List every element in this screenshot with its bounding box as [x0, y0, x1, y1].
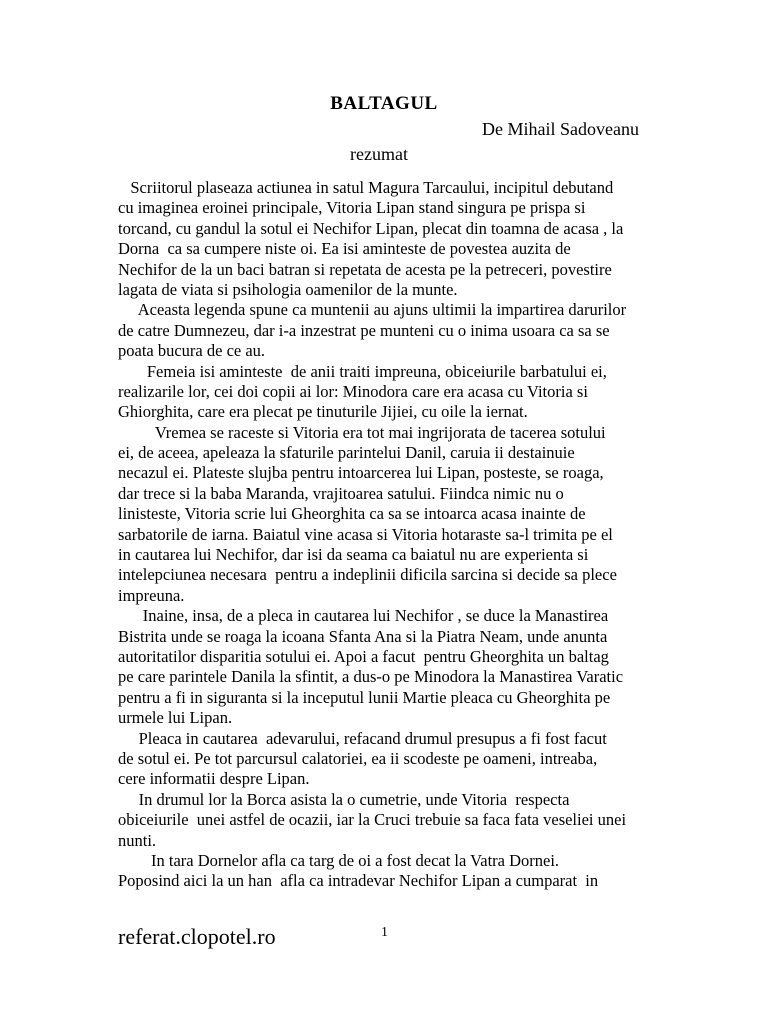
body-line: sarbatorile de iarna. Baiatul vine acasa si Vitoria hotaraste sa-l trimita pe el — [118, 524, 613, 544]
body-line: de catre Dumnezeu, dar i-a inzestrat pe munteni cu o inima usoara ca sa se — [118, 320, 610, 340]
body-line: Pleaca in cautarea adevarului, refacand drumul presupus a fi fost facut — [118, 728, 607, 748]
body-line: In tara Dornelor afla ca targ de oi a fost decat la Vatra Dornei. — [118, 850, 560, 870]
body-line: torcand, cu gandul la sotul ei Nechifor Lipan, plecat din toamna de acasa , la — [118, 218, 624, 238]
body-line: Bistrita unde se roaga la icoana Sfanta Ana si la Piatra Neam, unde anunta — [118, 626, 608, 646]
document-subtitle: rezumat — [350, 144, 408, 164]
body-line: cere informatii despre Lipan. — [118, 769, 310, 789]
document-author: De Mihail Sadoveanu — [482, 119, 639, 139]
body-line: de sotul ei. Pe tot parcursul calatoriei, ea ii scodeste pe oameni, intreaba, — [118, 748, 598, 768]
body-line: Nechifor de la un baci batran si repetata de acesta pe la petreceri, povestire — [118, 259, 612, 279]
body-line: intelepciunea necesara pentru a indeplinii dificila sarcina si decide sa plece — [118, 565, 617, 585]
body-line: linisteste, Vitoria scrie lui Gheorghita ca sa se intoarca acasa inainte de — [118, 504, 586, 524]
body-line: realizarile lor, cei doi copii ai lor: Minodora care era acasa cu Vitoria si — [118, 381, 588, 401]
body-line: Scriitorul plaseaza actiunea in satul Magura Tarcaului, incipitul debutand — [118, 178, 614, 197]
body-line: obiceiurile unei astfel de ocazii, iar la Cruci trebuie sa faca fata veseliei unei — [118, 810, 627, 830]
body-line: cu imaginea eroinei principale, Vitoria Lipan stand singura pe prispa si — [118, 198, 586, 218]
body-line: Dorna ca sa cumpere niste oi. Ea isi aminteste de povestea auzita de — [118, 239, 571, 259]
body-line: Femeia isi aminteste de anii traiti impreuna, obiceiurile barbatului ei, — [118, 361, 607, 381]
body-line: In drumul lor la Borca asista la o cumetrie, unde Vitoria respecta — [118, 789, 570, 809]
body-line: dar trece si la baba Maranda, vrajitoarea satului. Fiindca nimic nu o — [118, 483, 564, 503]
body-line: Ghiorghita, care era plecat pe tinuturile Jijiei, cu oile la iernat. — [118, 402, 528, 422]
body-line: autoritatilor disparitia sotului ei. Apoi a facut pentru Gheorghita un baltag — [118, 646, 609, 666]
body-line: pentru a fi in siguranta si la inceputul lunii Martie pleaca cu Gheorghita pe — [118, 687, 611, 707]
body-line: in cautarea lui Nechifor, dar isi da seama ca baiatul nu are experienta si — [118, 545, 589, 565]
body-line: necazul ei. Plateste slujba pentru intoarcerea lui Lipan, posteste, se roaga, — [118, 463, 604, 483]
body-line: lagata de viata si psihologia oamenilor de la munte. — [118, 279, 458, 299]
document-title: BALTAGUL — [330, 93, 438, 114]
body-line: urmele lui Lipan. — [118, 708, 233, 728]
footer-source-link[interactable]: referat.clopotel.ro — [118, 924, 276, 949]
body-line: Vremea se raceste si Vitoria era tot mai ingrijorata de tacerea sotului — [118, 422, 606, 442]
body-line: Inaine, insa, de a pleca in cautarea lui Nechifor , se duce la Manastirea — [118, 606, 609, 626]
body-line: Aceasta legenda spune ca muntenii au ajuns ultimii la impartirea darurilor — [118, 300, 627, 320]
body-line: nunti. — [118, 830, 157, 850]
document-body — [118, 178, 658, 892]
page-number: 1 — [381, 925, 388, 940]
body-line: poata bucura de ce au. — [118, 341, 266, 361]
body-line: Poposind aici la un han afla ca intradevar Nechifor Lipan a cumparat in — [118, 871, 599, 891]
body-line: pe care parintele Danila la sfintit, a dus-o pe Minodora la Manastirea Varatic — [118, 667, 624, 687]
body-line: impreuna. — [118, 585, 185, 605]
body-line: ei, de aceea, apeleaza la sfaturile parintelui Danil, caruia ii destainuie — [118, 443, 575, 463]
